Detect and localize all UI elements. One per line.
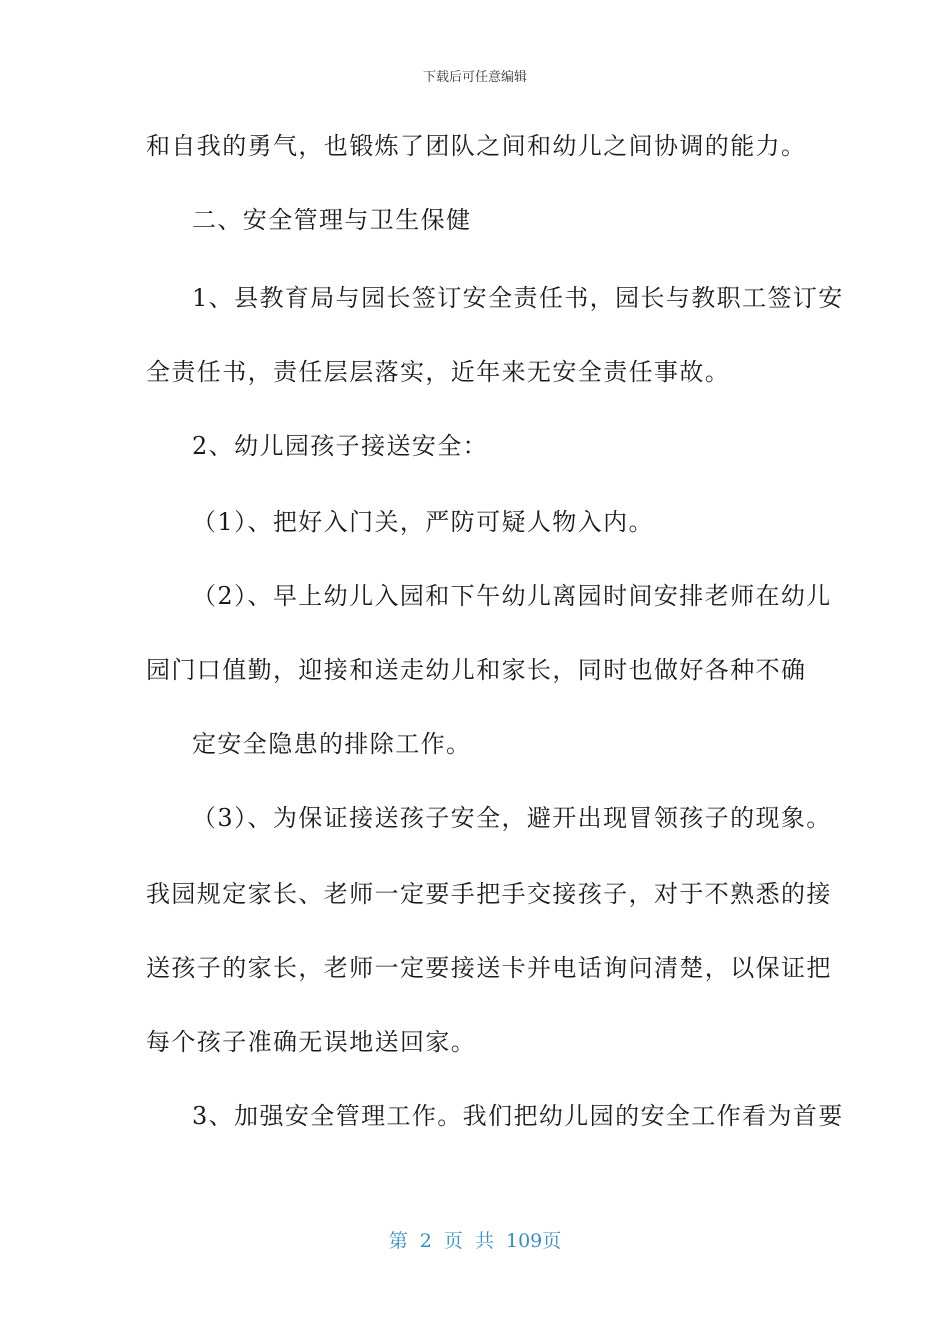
text-line: （1）、把好入门关，严防可疑人物入内。	[192, 508, 654, 536]
text-line: 2、幼儿园孩子接送安全：	[192, 432, 489, 460]
text-line: 全责任书，责任层层落实，近年来无安全责任事故。	[146, 358, 731, 386]
text-line: 送孩子的家长，老师一定要接送卡并电话询问清楚，以保证把	[146, 954, 832, 982]
text-line: 我园规定家长、老师一定要手把手交接孩子，对于不熟悉的接	[146, 880, 832, 908]
text-line: （3）、为保证接送孩子安全，避开出现冒领孩子的现象。	[192, 804, 832, 832]
text-line: 定安全隐患的排除工作。	[192, 730, 472, 758]
text-line: 园门口值勤，迎接和送走幼儿和家长，同时也做好各种不确	[146, 656, 807, 684]
text-line: 每个孩子准确无误地送回家。	[146, 1028, 477, 1056]
page-header: 下载后可任意编辑	[422, 70, 527, 85]
page-number-footer: 第 2 页 共 109页	[388, 1230, 562, 1252]
text-line: 1、县教育局与园长签订安全责任书，园长与教职工签订安	[192, 284, 844, 312]
section-heading: 二、安全管理与卫生保健	[192, 206, 472, 234]
text-line: 和自我的勇气，也锻炼了团队之间和幼儿之间协调的能力。	[146, 132, 807, 160]
text-line: （2）、早上幼儿入园和下午幼儿离园时间安排老师在幼儿	[192, 582, 832, 610]
text-line: 3、加强安全管理工作。我们把幼儿园的安全工作看为首要	[192, 1102, 844, 1130]
